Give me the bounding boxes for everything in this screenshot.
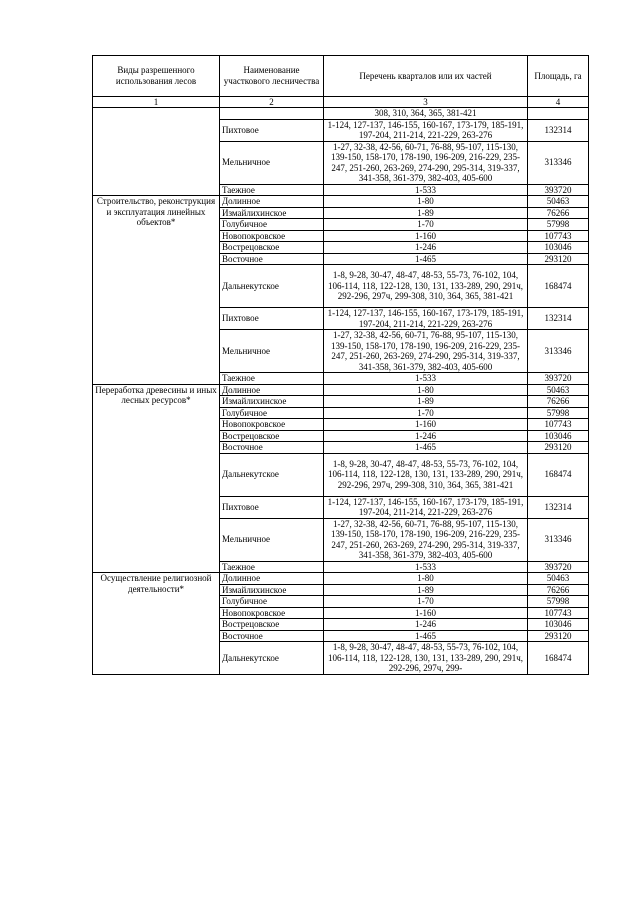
forestry-name-cell: Таежное [220,373,324,385]
area-cell: 168474 [528,453,589,496]
area-cell: 313346 [528,141,589,184]
table-row [93,573,589,585]
quarters-cell: 1-80 [324,384,528,396]
area-cell: 313346 [528,330,589,373]
forestry-name-cell: Восточное [220,442,324,454]
forestry-name-cell: Таежное [220,184,324,196]
area-cell: 393720 [528,184,589,196]
quarters-cell: 1-8, 9-28, 30-47, 48-47, 48-53, 55-73, 76-102, 104, 106-114, 118, 122-128, 130, 131, 133-289, 290, 291ч, 292-296, 297ч, 299-308, 310, 364, 365, 381-421 [324,265,528,308]
forest-use-table [92,55,589,675]
area-cell: 107743 [528,230,589,242]
quarters-cell: 1-89 [324,396,528,408]
area-cell: 50463 [528,196,589,208]
forestry-name-cell: Долинное [220,384,324,396]
column-number: 2 [220,97,324,108]
area-cell: 103046 [528,430,589,442]
forestry-name-cell: Вострецовское [220,619,324,631]
quarters-cell: 1-80 [324,573,528,585]
quarters-cell: 1-246 [324,430,528,442]
forestry-name-cell: Измайлихинское [220,584,324,596]
quarters-cell: 1-160 [324,419,528,431]
area-cell: 57998 [528,596,589,608]
forestry-name-cell: Новопокровское [220,419,324,431]
quarters-cell: 1-8, 9-28, 30-47, 48-47, 48-53, 55-73, 76-102, 104, 106-114, 118, 122-128, 130, 131, 133-289, 290, 291ч, 292-296, 297ч, 299- [324,642,528,675]
forestry-name-cell: Дальнекутское [220,642,324,675]
column-number: 1 [93,97,220,108]
area-cell: 132314 [528,119,589,141]
quarters-cell: 1-246 [324,619,528,631]
table-row [93,384,589,396]
area-cell [528,108,589,120]
quarters-cell: 1-70 [324,407,528,419]
quarters-cell: 1-465 [324,253,528,265]
forestry-name-cell: Мельничное [220,518,324,561]
quarters-cell: 1-8, 9-28, 30-47, 48-47, 48-53, 55-73, 76-102, 104, 106-114, 118, 122-128, 130, 131, 133-289, 290, 291ч, 292-296, 297ч, 299-308, 310, 364, 365, 381-421 [324,453,528,496]
quarters-cell: 1-160 [324,230,528,242]
area-cell: 293120 [528,630,589,642]
quarters-cell: 1-89 [324,584,528,596]
forestry-name-cell: Вострецовское [220,430,324,442]
forestry-name-cell: Мельничное [220,330,324,373]
quarters-cell: 1-27, 32-38, 42-56, 60-71, 76-88, 95-107, 115-130, 139-150, 158-170, 178-190, 196-209, 216-229, 235-247, 251-260, 263-269, 274-290, 295-314, 319-337, 341-358, 361-379, 382-403, 405-600 [324,518,528,561]
forestry-name-cell: Дальнекутское [220,265,324,308]
quarters-cell: 1-160 [324,607,528,619]
quarters-cell: 308, 310, 364, 365, 381-421 [324,108,528,120]
quarters-cell: 1-70 [324,219,528,231]
header-area: Площадь, га [528,56,589,97]
forestry-name-cell: Восточное [220,253,324,265]
area-cell: 50463 [528,384,589,396]
area-cell: 293120 [528,442,589,454]
forestry-name-cell: Голубичное [220,219,324,231]
forestry-name-cell: Долинное [220,196,324,208]
forestry-name-cell: Пихтовое [220,119,324,141]
forestry-name-cell: Долинное [220,573,324,585]
area-cell: 50463 [528,573,589,585]
quarters-cell: 1-533 [324,561,528,573]
quarters-cell: 1-70 [324,596,528,608]
area-cell: 76266 [528,207,589,219]
quarters-cell: 1-89 [324,207,528,219]
area-cell: 57998 [528,219,589,231]
area-cell: 76266 [528,396,589,408]
area-cell: 293120 [528,253,589,265]
area-cell: 393720 [528,561,589,573]
table-row [93,108,589,120]
permitted-use-cell: Осуществление религиозной деятельности* [93,573,220,675]
permitted-use-cell: Строительство, реконструкция и эксплуатация линейных объектов* [93,196,220,385]
forestry-name-cell: Дальнекутское [220,453,324,496]
column-number: 4 [528,97,589,108]
forestry-name-cell: Измайлихинское [220,207,324,219]
area-cell: 132314 [528,308,589,330]
column-number: 3 [324,97,528,108]
column-number-row [93,97,589,108]
permitted-use-cell [93,108,220,196]
quarters-cell: 1-246 [324,242,528,254]
forestry-name-cell: Голубичное [220,596,324,608]
forestry-name-cell: Мельничное [220,141,324,184]
quarters-cell: 1-533 [324,184,528,196]
forestry-name-cell: Пихтовое [220,496,324,518]
quarters-cell: 1-124, 127-137, 146-155, 160-167, 173-179, 185-191, 197-204, 211-214, 221-229, 263-276 [324,119,528,141]
area-cell: 132314 [528,496,589,518]
quarters-cell: 1-124, 127-137, 146-155, 160-167, 173-179, 185-191, 197-204, 211-214, 221-229, 263-276 [324,308,528,330]
quarters-cell: 1-465 [324,630,528,642]
header-quarters-list: Перечень кварталов или их частей [324,56,528,97]
area-cell: 168474 [528,265,589,308]
quarters-cell: 1-80 [324,196,528,208]
forestry-name-cell: Новопокровское [220,230,324,242]
quarters-cell: 1-465 [324,442,528,454]
quarters-cell: 1-27, 32-38, 42-56, 60-71, 76-88, 95-107, 115-130, 139-150, 158-170, 178-190, 196-209, 216-229, 235-247, 251-260, 263-269, 274-290, 295-314, 319-337, 341-358, 361-379, 382-403, 405-600 [324,330,528,373]
forestry-name-cell: Вострецовское [220,242,324,254]
header-forestry-name: Наименование участкового лесничества [220,56,324,97]
quarters-cell: 1-533 [324,373,528,385]
forestry-name-cell: Измайлихинское [220,396,324,408]
table-header-row [93,56,589,97]
permitted-use-cell: Переработка древесины и иных лесных ресурсов* [93,384,220,573]
table-row [93,196,589,208]
forestry-name-cell: Пихтовое [220,308,324,330]
forestry-name-cell: Таежное [220,561,324,573]
area-cell: 57998 [528,407,589,419]
area-cell: 107743 [528,419,589,431]
quarters-cell: 1-27, 32-38, 42-56, 60-71, 76-88, 95-107, 115-130, 139-150, 158-170, 178-190, 196-209, 216-229, 235-247, 251-260, 263-269, 274-290, 295-314, 319-337, 341-358, 361-379, 382-403, 405-600 [324,141,528,184]
forestry-name-cell: Голубичное [220,407,324,419]
area-cell: 168474 [528,642,589,675]
header-permitted-use: Виды разрешенного использования лесов [93,56,220,97]
forestry-name-cell: Восточное [220,630,324,642]
area-cell: 103046 [528,619,589,631]
area-cell: 76266 [528,584,589,596]
area-cell: 103046 [528,242,589,254]
area-cell: 313346 [528,518,589,561]
area-cell: 107743 [528,607,589,619]
quarters-cell: 1-124, 127-137, 146-155, 160-167, 173-179, 185-191, 197-204, 211-214, 221-229, 263-276 [324,496,528,518]
forestry-name-cell [220,108,324,120]
forestry-name-cell: Новопокровское [220,607,324,619]
area-cell: 393720 [528,373,589,385]
